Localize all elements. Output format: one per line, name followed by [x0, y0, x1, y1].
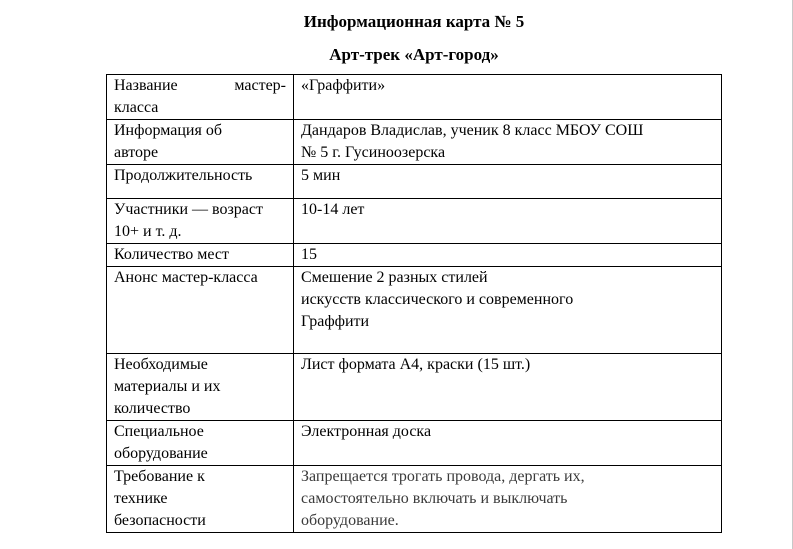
- value-line: оборудование.: [301, 512, 399, 529]
- table-row: [107, 165, 722, 199]
- label-line: 10+ и т. д.: [114, 223, 182, 240]
- label-line: Информация об: [114, 122, 222, 139]
- label-line: Специальное: [114, 423, 204, 440]
- table-row: [107, 354, 722, 421]
- row-value: [294, 267, 722, 354]
- row-label: [107, 199, 294, 244]
- value-line: «Граффити»: [301, 77, 386, 94]
- value-line: № 5 г. Гусиноозерска: [301, 144, 446, 161]
- table-row: [107, 199, 722, 244]
- label-line: технике: [114, 490, 168, 507]
- row-value: [294, 421, 722, 466]
- row-value: [294, 199, 722, 244]
- label-line: оборудование: [114, 445, 208, 462]
- label-line: авторе: [114, 144, 159, 161]
- row-label: [107, 75, 294, 120]
- row-label: [107, 244, 294, 267]
- row-label: [107, 421, 294, 466]
- label-line: количество: [114, 400, 191, 417]
- row-value: [294, 466, 722, 533]
- row-value: [294, 354, 722, 421]
- table-row: [107, 466, 722, 533]
- value-line: самостоятельно включать и выключать: [301, 490, 568, 507]
- value-line: Граффити: [301, 313, 370, 330]
- table-row: [107, 120, 722, 165]
- row-value: [294, 244, 722, 267]
- label-line: Продолжительность: [114, 167, 253, 184]
- value-line: Запрещается трогать провода, дергать их,: [301, 468, 585, 485]
- row-label: [107, 267, 294, 354]
- row-label: [107, 120, 294, 165]
- row-value: [294, 120, 722, 165]
- label-line: Количество мест: [114, 246, 230, 263]
- row-label: [107, 165, 294, 199]
- table-row: [107, 244, 722, 267]
- value-line: 15: [301, 246, 317, 263]
- value-line: искусств классического и современного: [301, 291, 574, 308]
- label-line: Участники — возраст: [114, 201, 263, 218]
- label-line: Анонс мастер-класса: [114, 269, 258, 286]
- value-line: Лист формата А4, краски (15 шт.): [301, 356, 531, 373]
- label-line: Требование к: [114, 468, 205, 485]
- row-value: [294, 75, 722, 120]
- value-line: 5 мин: [301, 167, 341, 184]
- info-card-table: [106, 74, 722, 533]
- table-row: [107, 267, 722, 354]
- label-line: материалы и их: [114, 378, 221, 395]
- value-line: Электронная доска: [301, 423, 432, 440]
- label-line: Название мастер-: [114, 77, 286, 94]
- table-row: [107, 75, 722, 120]
- document-subtitle: Арт-трек «Арт-город»: [329, 45, 499, 64]
- label-line: класса: [114, 99, 159, 116]
- row-label: [107, 354, 294, 421]
- label-line: безопасности: [114, 512, 206, 529]
- value-line: Дандаров Владислав, ученик 8 класс МБОУ СОШ: [301, 122, 644, 139]
- table-row: [107, 421, 722, 466]
- document-title: Информационная карта № 5: [303, 12, 525, 31]
- value-line: 10-14 лет: [301, 201, 365, 218]
- value-line: Смешение 2 разных стилей: [301, 269, 488, 286]
- label-line: Необходимые: [114, 356, 208, 373]
- row-label: [107, 466, 294, 533]
- row-value: [294, 165, 722, 199]
